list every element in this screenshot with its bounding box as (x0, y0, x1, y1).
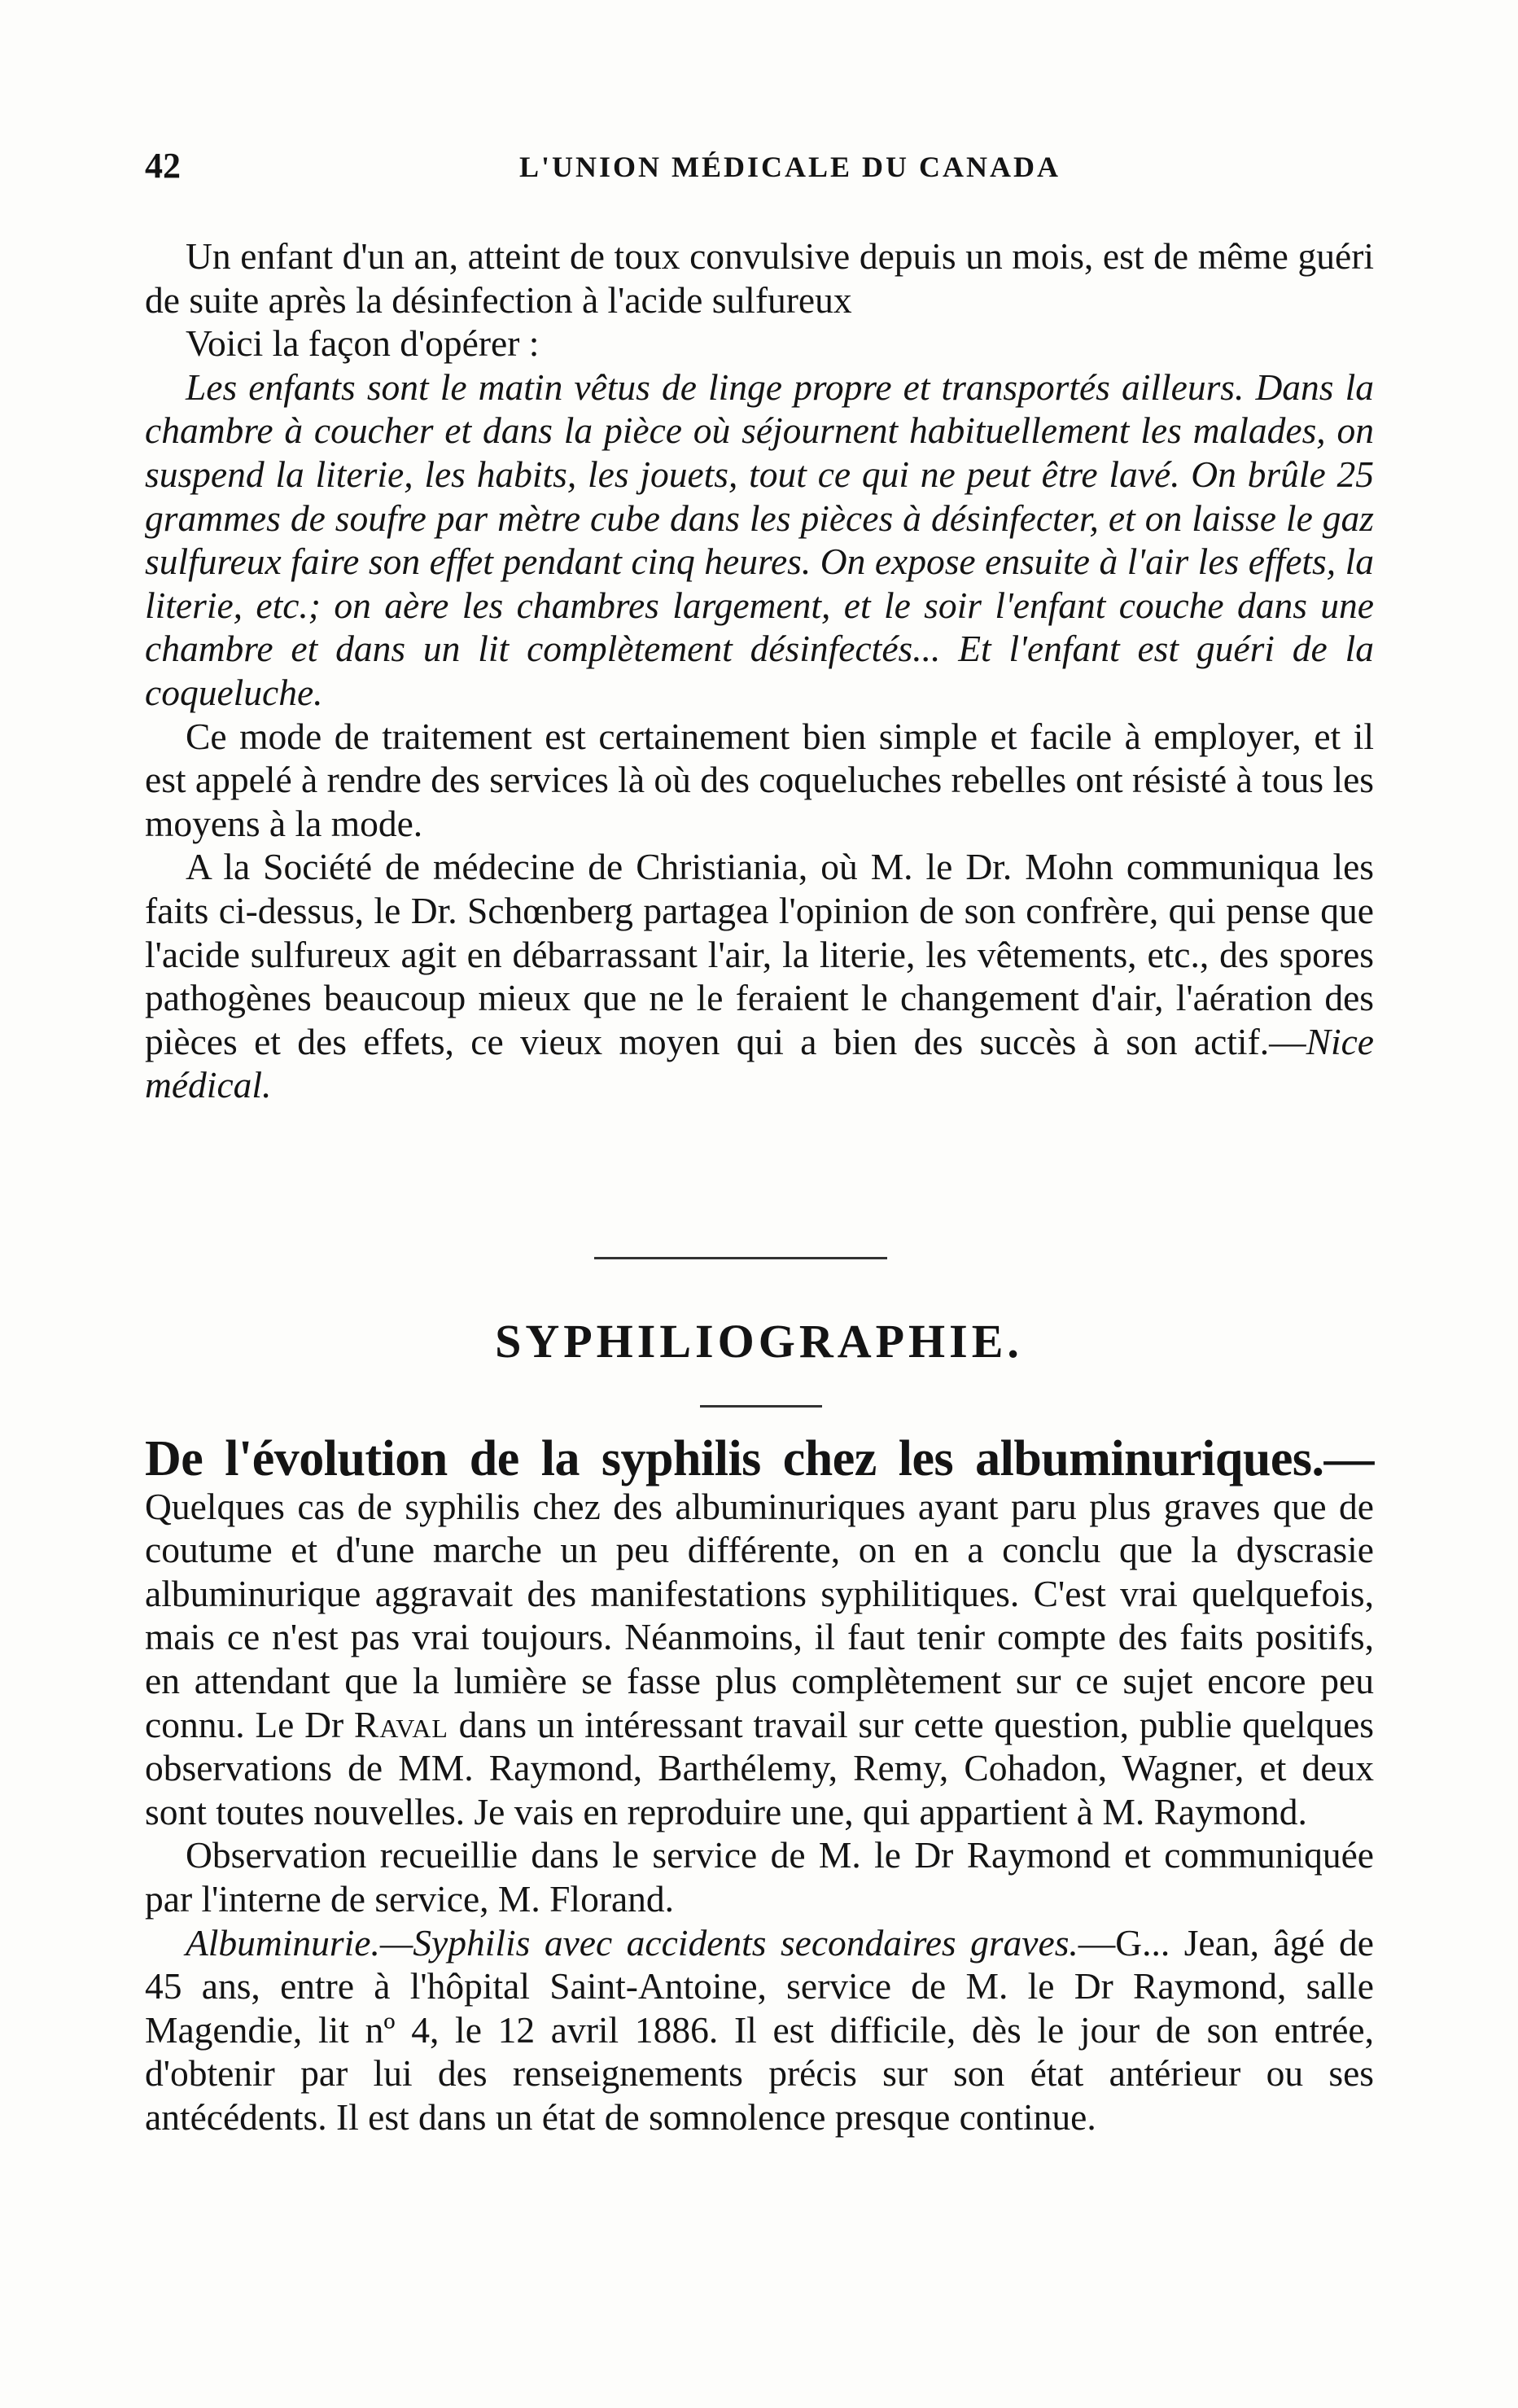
article-intro-text: Quelques cas de syphilis chez des albuminuriques ayant paru plus graves que de coutume et d'une marche un peu différente, on en a conclu que la dyscrasie albuminurique aggravait des manifestations syphilitiques. C'est vrai quelquefois, mais ce n'est pas vrai toujours. Néanmoins, il faut tenir compte des faits positifs, en attendant que la lumière se fasse plus complètement sur ce sujet encore peu connu. Le Dr (145, 1485, 1374, 1745)
paragraph-procedure-intro: Voici la façon d'opérer : (186, 322, 540, 365)
observation-source-paragraph: Observation recueillie dans le service de M. le Dr Raymond et communiquée par l'interne de service, M. Florand. (145, 1834, 1374, 1920)
paragraph-treatment-remark: Ce mode de traitement est certainement bien simple et facile à employer, et il est appelé à rendre des services là où des coqueluches rebelles ont résisté à tous les moyens à la mode. (145, 715, 1374, 844)
running-head (145, 145, 1374, 194)
heading-divider (700, 1405, 822, 1408)
paragraph-christiania-society (145, 845, 1374, 1107)
page-number: 42 (145, 146, 181, 186)
source-citation: Nice médical. (145, 1020, 1374, 1106)
case-paragraph (145, 1921, 1374, 2139)
whooping-cough-article-continuation (145, 234, 1374, 1107)
paragraph-procedure-quote: Les enfants sont le matin vêtus de linge propre et transportés ailleurs. Dans la chambre à coucher et dans la pièce où séjournent habituellement les malades, on suspend la literie, les habits, les jouets, tout ce qui ne peut être lavé. On brûle 25 grammes de soufre par mètre cube dans les pièces à désinfecter, et on laisse le gaz sulfureux faire son effet pendant cinq heures. On expose ensuite à l'air les effets, la literie, etc.; on aère les chambres largement, et le soir l'enfant couche dans une chambre et dans un lit complètement désinfectés... Et l'enfant est guéri de la coqueluche. (145, 366, 1374, 713)
christiania-text: A la Société de médecine de Christiania, où M. le Dr. Mohn communiqua les faits ci-dessus, le Dr. Schœnberg partagea l'opinion de son confrère, qui pense que l'acide sulfureux agit en débarrassant l'air, la literie, les vêtements, etc., des spores pathogènes beaucoup mieux que ne le feraient le changement d'air, l'aération des pièces et des effets, ce vieux moyen qui a bien des succès à son actif.— (145, 846, 1374, 1062)
section-heading: SYPHILIOGRAPHIE. (495, 1315, 1023, 1368)
journal-title: L'UNION MÉDICALE DU CANADA (519, 151, 1061, 183)
article-intro-paragraph (145, 1431, 1374, 1833)
case-text: —G... Jean, âgé de 45 ans, entre à l'hôpital Saint-Antoine, service de M. le Dr Raymond, salle Magendie, lit nº 4, le 12 avril 1886. Il est difficile, dès le jour de son entrée, d'obtenir par lui des renseignements précis sur son état antérieur ou ses antécédents. Il est dans un état de somnolence presque continue. (145, 1921, 1374, 2138)
author-name: Raval (353, 1703, 448, 1745)
case-heading: Albuminurie.—Syphilis avec accidents secondaires graves. (186, 1921, 1078, 1964)
article-intro-text-continued: dans un intéressant travail sur cette question, publie quelques observations de MM. Raymond, Barthélemy, Remy, Cohadon, Wagner, et deux sont toutes nouvelles. Je vais en reproduire une, qui appartient à M. Raymond. (145, 1703, 1374, 1832)
paragraph-infant-case: Un enfant d'un an, atteint de toux convulsive depuis un mois, est de même guéri de suite après la désinfection à l'acide sulfureux (145, 235, 1374, 321)
syphilis-article (145, 1431, 1374, 2139)
article-title: De l'évolution de la syphilis chez les albuminuriques.— (145, 1431, 1374, 1486)
section-divider (594, 1257, 887, 1259)
